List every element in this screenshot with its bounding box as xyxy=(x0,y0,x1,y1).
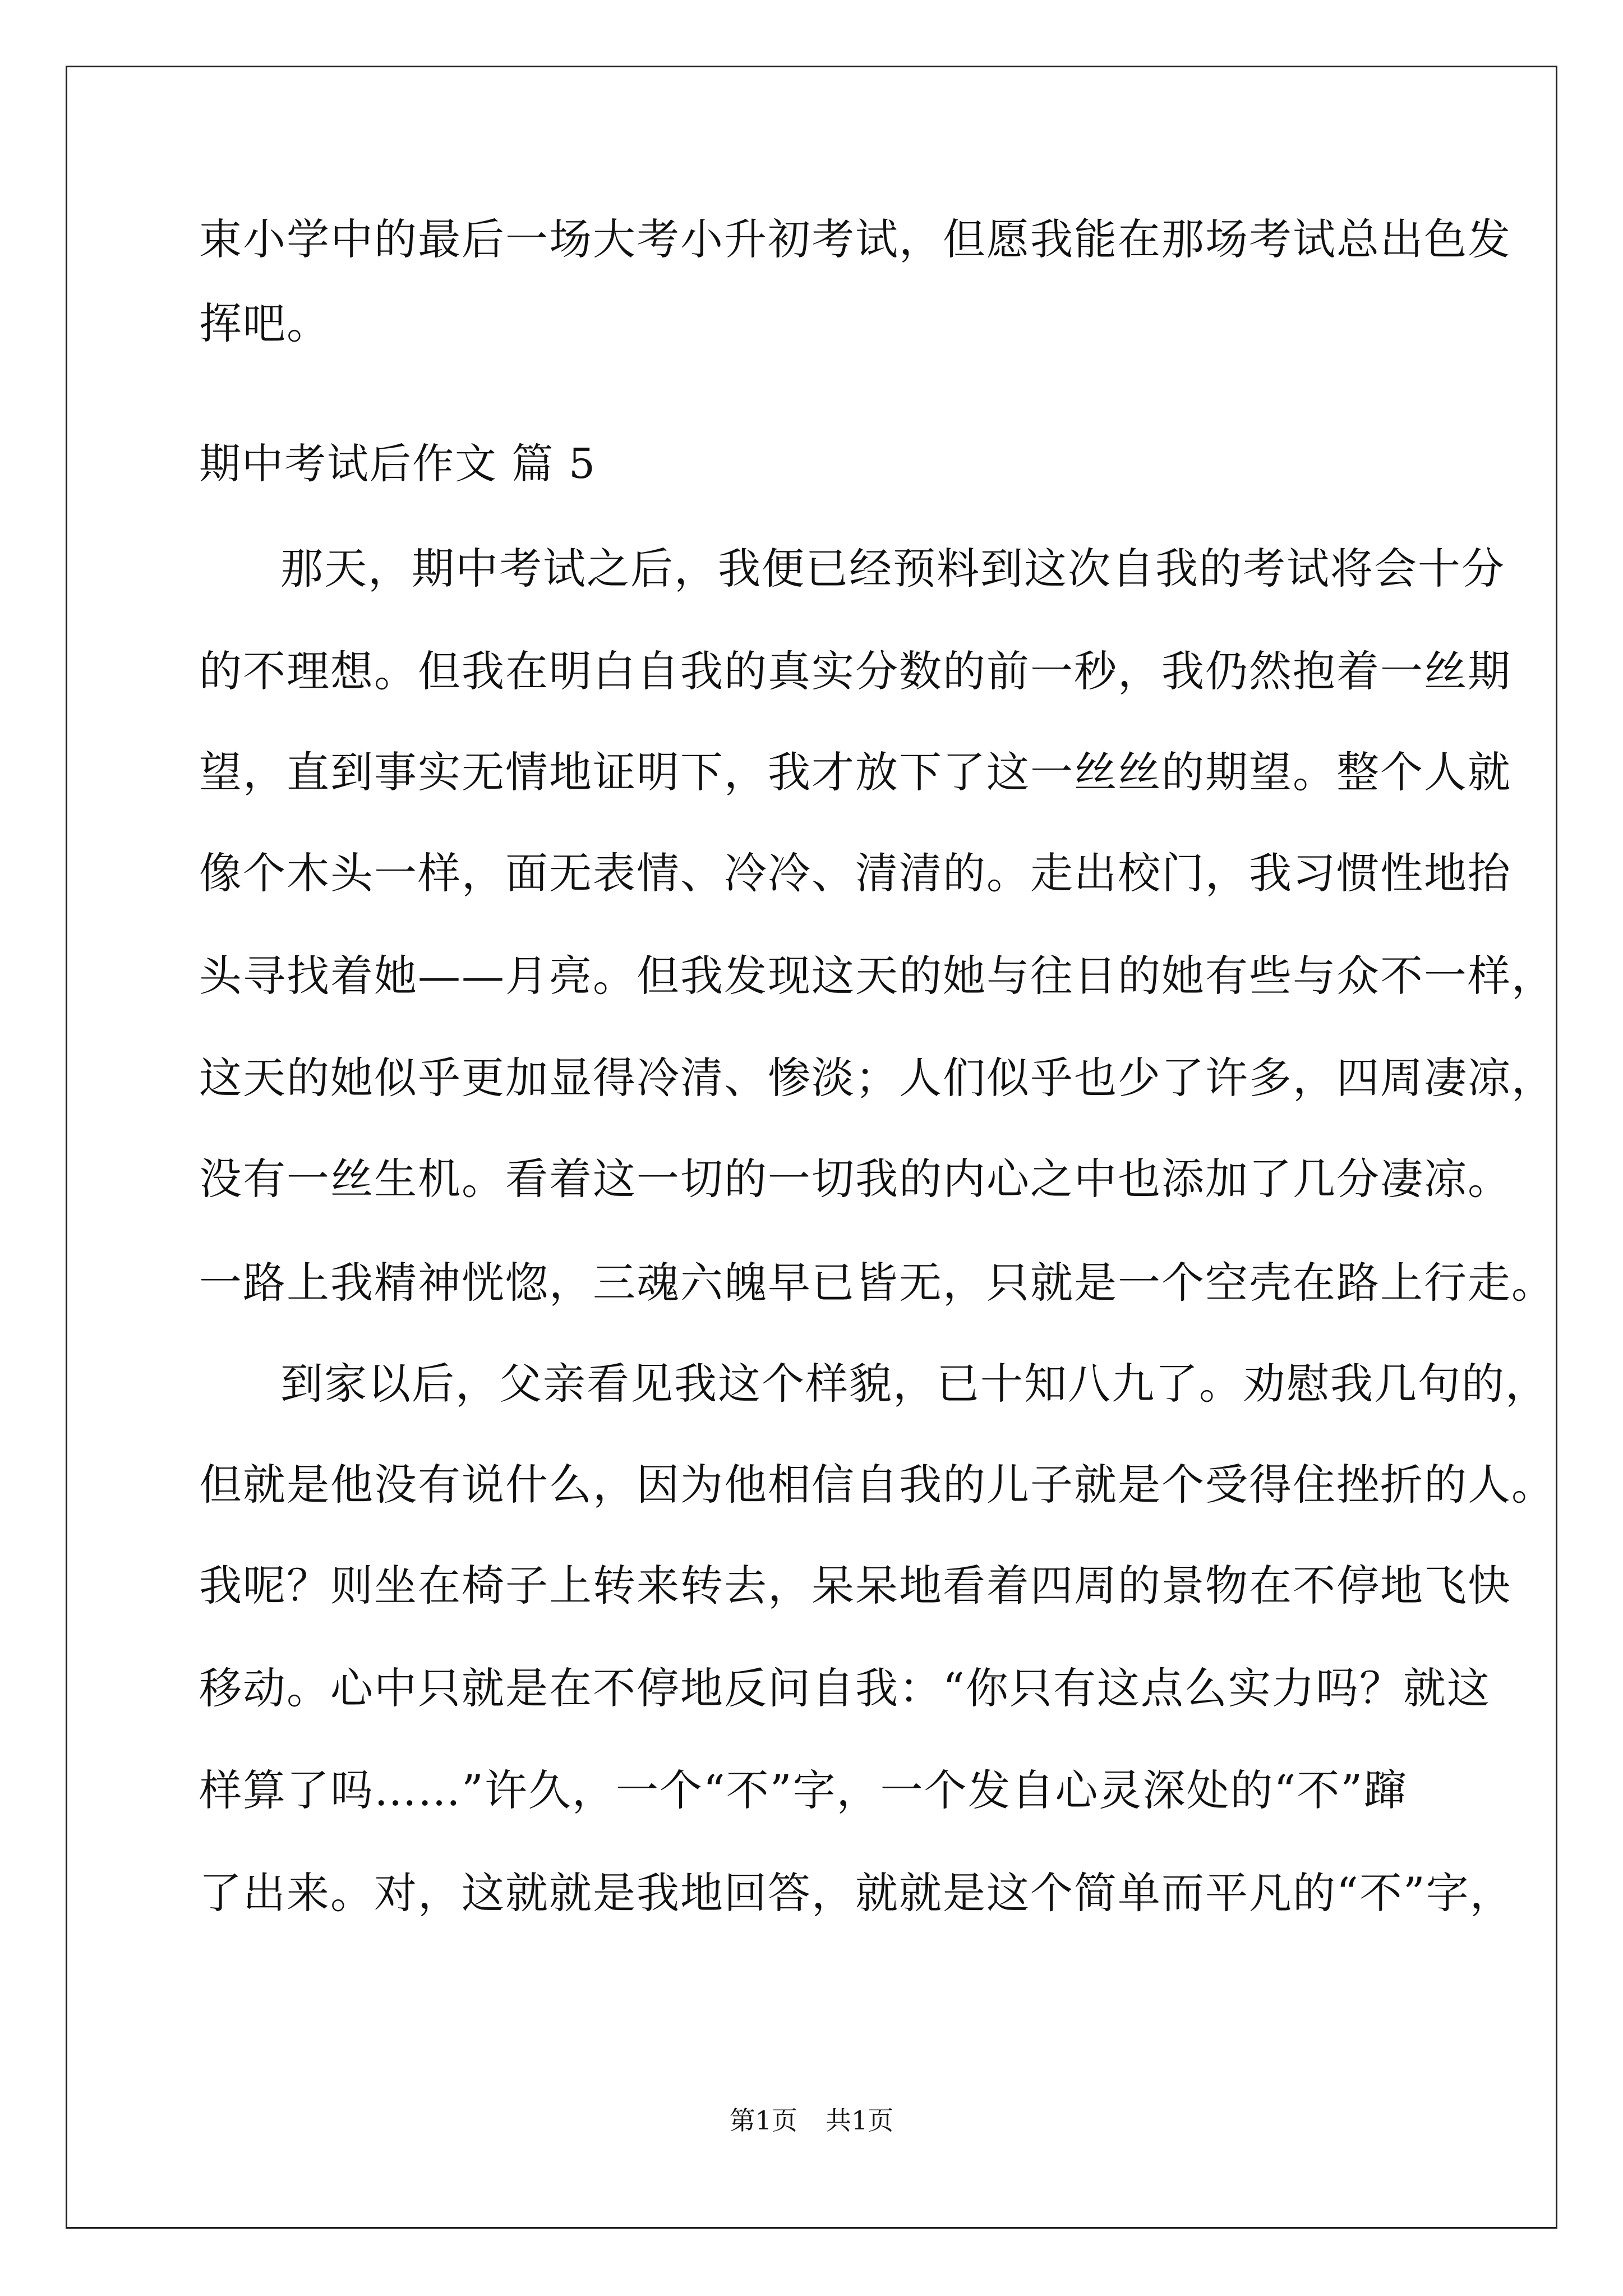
text-line-14: 我呢？则坐在椅子上转来转去，呆呆地看着四周的景物在不停地飞快 xyxy=(199,1561,1511,1611)
text-line-13: 但就是他没有说什么，因为他相信自我的儿子就是个受得住挫折的人。 xyxy=(199,1460,1555,1510)
page-footer xyxy=(0,2104,1623,2137)
text-line-9: 这天的她似乎更加显得冷清、惨淡；人们似乎也少了许多，四周凄凉， xyxy=(199,1053,1555,1103)
page-number-current: 第1页 xyxy=(729,2105,797,2136)
text-line-5: 的不理想。但我在明白自我的真实分数的前一秒，我仍然抱着一丝期 xyxy=(199,646,1511,696)
text-line-16: 样算了吗……”许久，一个“不”字，一个发自心灵深处的“不”蹿 xyxy=(199,1765,1408,1815)
text-line-17: 了出来。对，这就就是我地回答，就就是这个简单而平凡的“不”字， xyxy=(199,1868,1514,1918)
page-number-total: 共1页 xyxy=(826,2105,894,2136)
text-line-6: 望，直到事实无情地证明下，我才放下了这一丝丝的期望。整个人就 xyxy=(199,747,1511,797)
text-line-1: 束小学中的最后一场大考小升初考试，但愿我能在那场考试总出色发 xyxy=(199,214,1511,264)
section-heading: 期中考试后作文 篇 5 xyxy=(199,440,597,488)
text-line-4: 那天，期中考试之后，我便已经预料到这次自我的考试将会十分 xyxy=(280,544,1505,593)
text-line-7: 像个木头一样，面无表情、冷冷、清清的。走出校门，我习惯性地抬 xyxy=(199,848,1511,898)
text-line-11: 一路上我精神恍惚，三魂六魄早已皆无，只就是一个空壳在路上行走。 xyxy=(199,1258,1555,1308)
text-line-10: 没有一丝生机。看着这一切的一切我的内心之中也添加了几分凄凉。 xyxy=(199,1154,1511,1204)
text-line-8: 头寻找着她——月亮。但我发现这天的她与往日的她有些与众不一样， xyxy=(199,951,1555,1001)
text-line-12: 到家以后，父亲看见我这个样貌，已十知八九了。劝慰我几句的， xyxy=(280,1359,1549,1409)
text-line-15: 移动。心中只就是在不停地反问自我：“你只有这点么实力吗？就这 xyxy=(199,1663,1491,1713)
text-line-2: 挥吧。 xyxy=(199,298,330,348)
